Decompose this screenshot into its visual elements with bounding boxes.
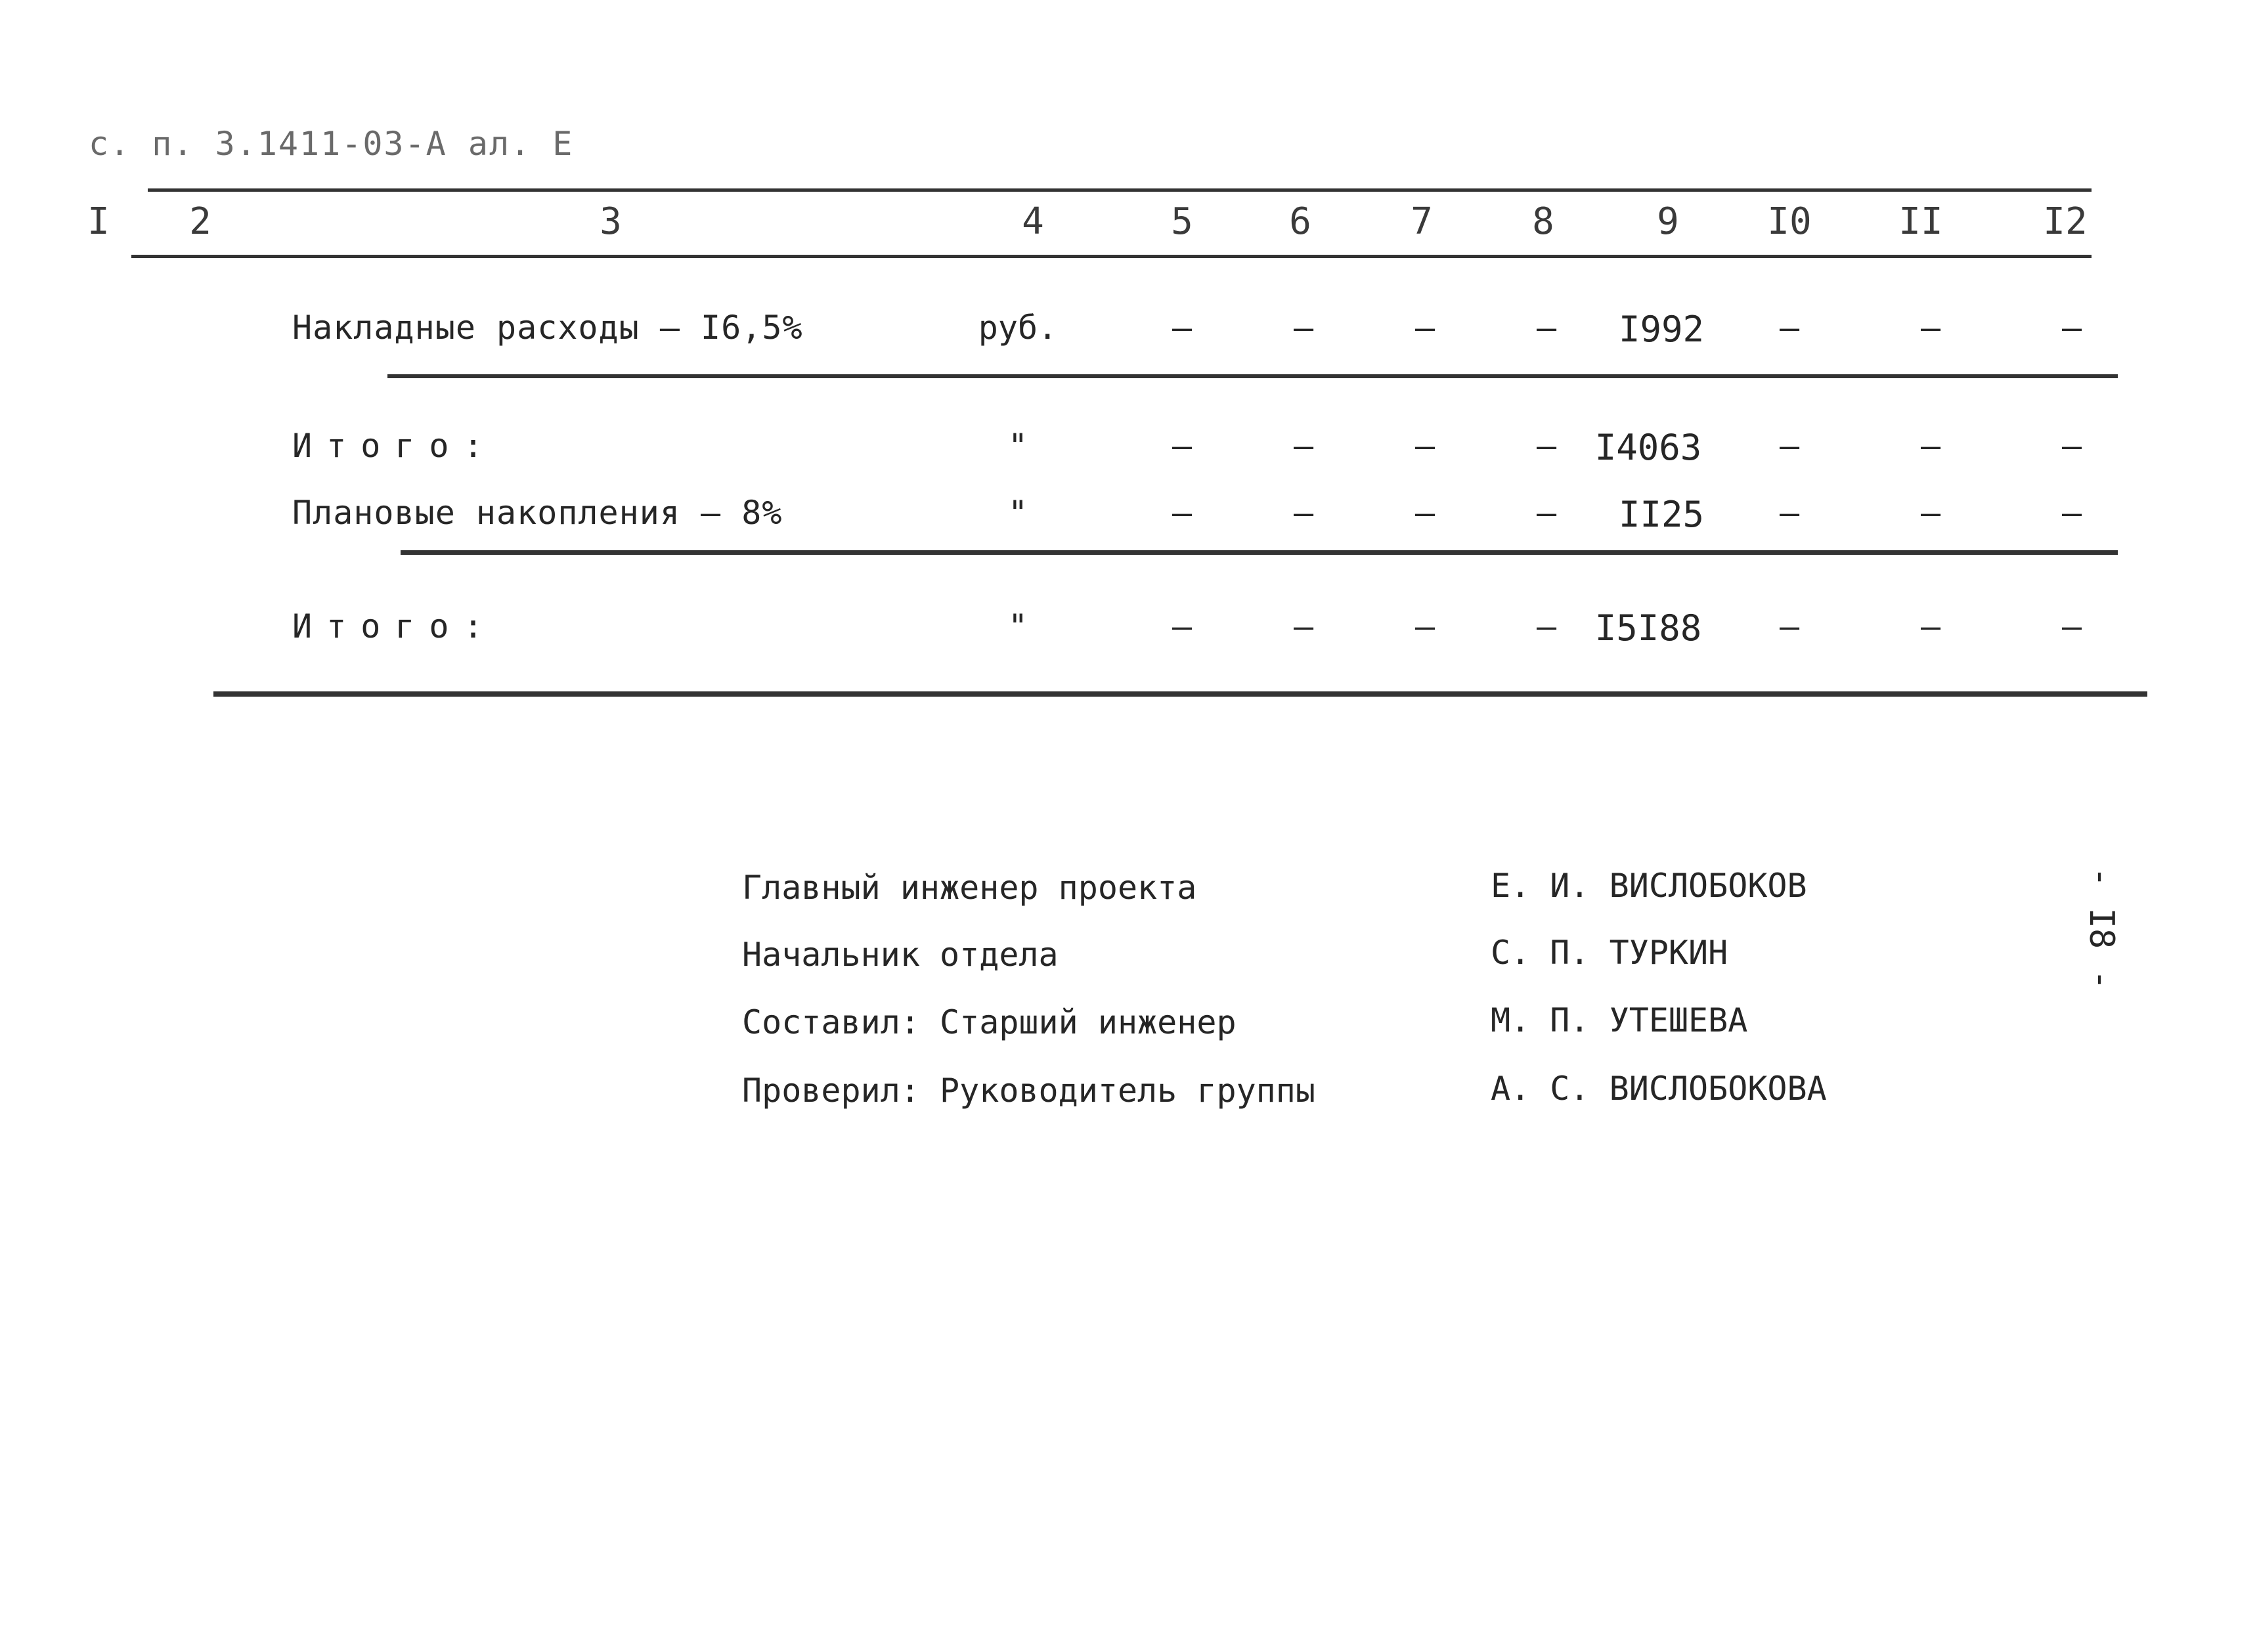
value-cell-12: – bbox=[2061, 427, 2082, 465]
value-cell-6: – bbox=[1293, 427, 1314, 465]
value-cell-8: – bbox=[1536, 494, 1557, 532]
column-number-2: 2 bbox=[189, 200, 211, 243]
value-cell-10: – bbox=[1779, 494, 1800, 532]
value-cell-12: – bbox=[2061, 494, 2082, 532]
value-cell-7: – bbox=[1414, 427, 1435, 465]
column-number-4: 4 bbox=[1022, 200, 1044, 243]
row-label: Итого: bbox=[292, 427, 498, 465]
row-label: Итого: bbox=[292, 607, 498, 645]
value-cell-5: – bbox=[1172, 607, 1193, 645]
column-number-3: 3 bbox=[600, 200, 622, 243]
value-cell-8: – bbox=[1536, 427, 1557, 465]
signature-role: Составил: Старший инженер bbox=[742, 1003, 1237, 1041]
value-cell-8: – bbox=[1536, 309, 1557, 347]
row-separator bbox=[387, 374, 2118, 378]
value-cell-11: – bbox=[1920, 309, 1941, 347]
value-cell-11: – bbox=[1920, 427, 1941, 465]
value-cell-10: – bbox=[1779, 309, 1800, 347]
value-cell-7: – bbox=[1414, 494, 1435, 532]
column-number-5: 5 bbox=[1171, 200, 1193, 243]
value-cell-10: – bbox=[1779, 607, 1800, 645]
column-number-8: 8 bbox=[1532, 200, 1554, 243]
signature-role: Начальник отдела bbox=[742, 936, 1059, 974]
value-cell-10: – bbox=[1779, 427, 1800, 465]
table-bottom-rule bbox=[213, 691, 2147, 697]
value-cell-9: I5I88 bbox=[1594, 607, 1702, 649]
signature-name: С. П. ТУРКИН bbox=[1491, 934, 1728, 972]
value-cell-6: – bbox=[1293, 309, 1314, 347]
value-cell-12: – bbox=[2061, 607, 2082, 645]
row-label: Плановые накопления – 8% bbox=[292, 494, 783, 532]
document-reference: с. п. 3.1411-03-А ал. Е bbox=[89, 125, 574, 163]
value-cell-12: – bbox=[2061, 309, 2082, 347]
row-label: Накладные расходы – I6,5% bbox=[292, 309, 803, 347]
value-cell-9: II25 bbox=[1618, 494, 1705, 535]
signature-name: А. С. ВИСЛОБОКОВА bbox=[1491, 1070, 1827, 1108]
value-cell-5: – bbox=[1172, 427, 1193, 465]
unit-cell: руб. bbox=[978, 309, 1058, 347]
signature-role: Главный инженер проекта bbox=[742, 869, 1197, 907]
column-number-1: I bbox=[87, 200, 110, 243]
table-row bbox=[0, 494, 2257, 546]
signature-role: Проверил: Руководитель группы bbox=[742, 1072, 1315, 1110]
value-cell-9: I4063 bbox=[1594, 427, 1702, 468]
page-number: - I8 - bbox=[2082, 867, 2121, 990]
unit-cell: " bbox=[1007, 607, 1028, 645]
value-cell-7: – bbox=[1414, 607, 1435, 645]
value-cell-9: I992 bbox=[1618, 309, 1705, 350]
unit-cell: " bbox=[1007, 427, 1028, 465]
table-row bbox=[0, 309, 2257, 361]
unit-cell: " bbox=[1007, 494, 1028, 532]
column-number-11: II bbox=[1898, 200, 1943, 243]
header-bottom-rule bbox=[131, 255, 2092, 258]
column-number-9: 9 bbox=[1657, 200, 1679, 243]
column-number-10: I0 bbox=[1767, 200, 1812, 243]
value-cell-6: – bbox=[1293, 494, 1314, 532]
value-cell-11: – bbox=[1920, 607, 1941, 645]
value-cell-7: – bbox=[1414, 309, 1435, 347]
column-number-12: I2 bbox=[2043, 200, 2088, 243]
header-top-rule bbox=[148, 188, 2092, 192]
column-number-6: 6 bbox=[1289, 200, 1311, 243]
value-cell-5: – bbox=[1172, 309, 1193, 347]
value-cell-6: – bbox=[1293, 607, 1314, 645]
table-row bbox=[0, 607, 2257, 660]
signature-name: Е. И. ВИСЛОБОКОВ bbox=[1491, 867, 1807, 905]
column-number-7: 7 bbox=[1411, 200, 1433, 243]
signature-name: М. П. УТЕШЕВА bbox=[1491, 1001, 1748, 1039]
row-separator bbox=[401, 550, 2118, 555]
table-row bbox=[0, 427, 2257, 479]
value-cell-8: – bbox=[1536, 607, 1557, 645]
value-cell-11: – bbox=[1920, 494, 1941, 532]
value-cell-5: – bbox=[1172, 494, 1193, 532]
